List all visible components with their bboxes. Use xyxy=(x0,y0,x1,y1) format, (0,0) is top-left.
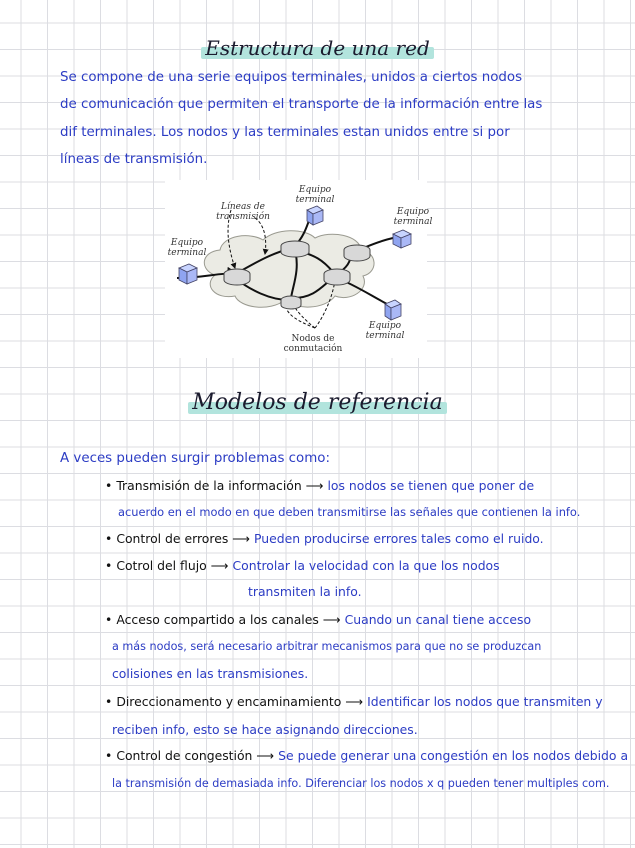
arrow-icon: ⟶ xyxy=(210,558,229,573)
switch-node xyxy=(281,296,301,309)
intro-line: Se compone de una serie equipos terminales, unidos a ciertos nodos xyxy=(60,70,523,85)
list-item xyxy=(105,606,531,633)
item-cont: acuerdo en el modo en que deben transmitirse las señales que contienen la info. xyxy=(118,505,581,519)
list-item xyxy=(105,552,500,579)
switch-node xyxy=(344,245,370,261)
list-item xyxy=(105,472,534,499)
switch-node xyxy=(281,241,309,257)
lead-text xyxy=(60,445,580,472)
item-key: Transmisión de la información xyxy=(116,478,302,493)
item-desc: Cuando un canal tiene acceso xyxy=(344,612,532,627)
item-desc: Se puede generar una congestión en los nodos debido a xyxy=(278,748,629,763)
section-title: Modelos de referencia xyxy=(0,390,635,415)
arrow-icon: ⟶ xyxy=(345,694,364,709)
label-lineas: Líneas de transmisión xyxy=(216,202,270,222)
bullet: • xyxy=(105,478,113,493)
lead-line: A veces pueden surgir problemas como: xyxy=(60,451,330,466)
intro-line: dif terminales. Los nodos y las terminales estan unidos entre si por xyxy=(60,124,510,140)
intro-paragraph xyxy=(60,64,580,173)
item-key: Control de congestión xyxy=(116,748,253,763)
item-desc: Identificar los nodos que transmiten y xyxy=(367,694,603,709)
terminal-cube xyxy=(385,300,401,320)
bullet: • xyxy=(105,558,113,573)
item-desc: los nodos se tienen que poner de xyxy=(327,478,535,493)
label-equipo-right: Equipo terminal xyxy=(393,207,433,227)
bullet: • xyxy=(105,531,113,546)
label-equipo-bottom: Equipo terminal xyxy=(365,321,405,341)
list-item xyxy=(105,742,628,769)
bullet: • xyxy=(105,694,113,709)
label-equipo-left: Equipo terminal xyxy=(167,238,207,258)
item-cont: reciben info, esto se hace asignando direcciones. xyxy=(112,722,418,737)
item-cont: a más nodos, será necesario arbitrar mecanismos para que no se produzcan xyxy=(112,640,542,653)
label-equipo-top: Equipo terminal xyxy=(295,185,335,205)
bullet: • xyxy=(105,748,113,763)
network-diagram xyxy=(165,180,433,358)
page-title: Estructura de una red xyxy=(0,36,635,60)
arrow-icon: ⟶ xyxy=(305,478,324,493)
item-key: Control de errores xyxy=(116,531,229,546)
intro-line: de comunicación que permiten el transporte de la información entre las xyxy=(60,97,543,113)
list-item xyxy=(105,525,544,552)
item-desc: Pueden producirse errores tales como el ruido. xyxy=(254,531,544,546)
item-key: Cotrol del flujo xyxy=(116,558,207,573)
item-cont: transmiten la info. xyxy=(248,584,362,599)
arrow-icon: ⟶ xyxy=(256,748,275,763)
terminal-cube xyxy=(179,264,197,284)
terminal-cube xyxy=(393,230,411,248)
intro-line: líneas de transmisión. xyxy=(60,151,208,167)
list-item xyxy=(105,688,603,715)
terminal-cube xyxy=(307,206,323,225)
item-key: Acceso compartido a los canales xyxy=(116,612,319,627)
item-desc: Controlar la velocidad con la que los nodos xyxy=(232,558,500,573)
switch-node xyxy=(224,269,250,285)
item-key: Direccionamento y encaminamiento xyxy=(116,694,342,709)
label-nodos: Nodos de conmutación xyxy=(283,334,343,354)
item-cont: la transmisión de demasiada info. Diferenciar los nodos x q pueden tener multiples com. xyxy=(112,777,610,790)
bullet: • xyxy=(105,612,113,627)
arrow-icon: ⟶ xyxy=(232,531,251,546)
item-cont: colisiones en las transmisiones. xyxy=(112,666,309,681)
switch-node xyxy=(324,269,350,285)
arrow-icon: ⟶ xyxy=(322,612,341,627)
